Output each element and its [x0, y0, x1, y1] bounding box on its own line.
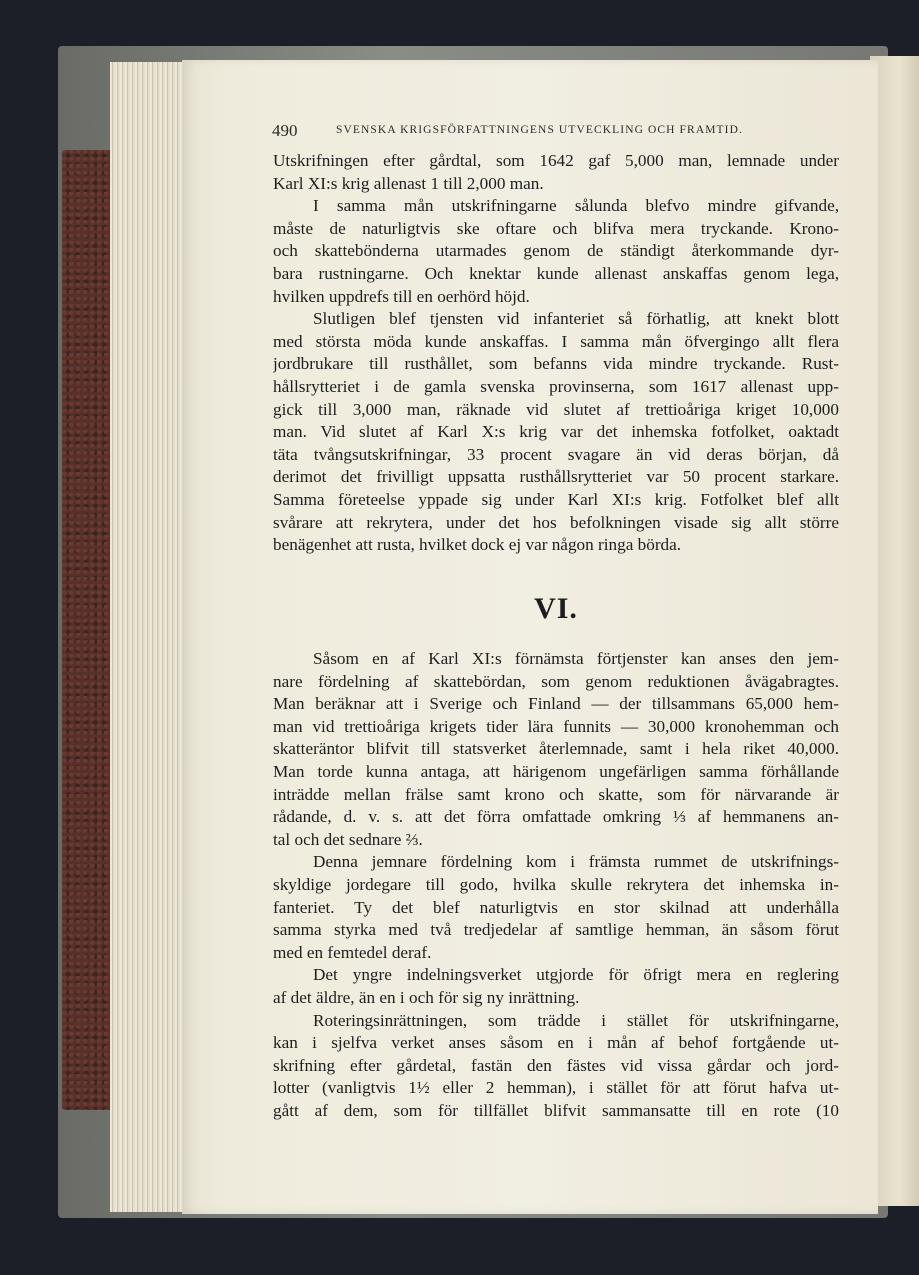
text-line: af det äldre, än en i och för sig ny inrättning. — [273, 987, 580, 1007]
text-line: gick till 3,000 man, räknade vid slutet af trettioåriga kriget 10,000 — [273, 399, 839, 419]
text-line: I samma mån utskrifningarne sålunda blefvo mindre gifvande, — [313, 196, 839, 216]
text-line: Såsom en af Karl XI:s förnämsta förtjenster kan anses den jem- — [313, 649, 839, 668]
text-line: med en femtedel deraf. — [273, 942, 432, 962]
text-line: fanteriet. Ty det blef naturligtvis en stor skilnad att underhålla — [273, 897, 839, 917]
text-line: Samma företeelse yppade sig under Karl XI:s krig. Fotfolket blef allt — [273, 489, 839, 509]
text-block-before-section — [273, 150, 839, 557]
text-line: och skattebönderna utarmades genom de ständigt återkommande dyr- — [273, 241, 839, 261]
text-line: Man beräknar att i Sverige och Finland — der tillsammans 65,000 hem- — [273, 694, 839, 714]
text-line: man. Vid slutet af Karl X:s krig var det inhemska fotfolket, oaktadt — [273, 422, 839, 442]
text-line: nare fördelning af skattebördan, som genom reduktionen åvägabragtes. — [273, 671, 839, 691]
page-header — [272, 121, 840, 143]
text-line: täta tvångsutskrifningar, 33 procent svagare än vid deras början, då — [273, 444, 839, 464]
text-line: bara rustningarne. Och knektar kunde allenast anskaffas genom lega, — [273, 263, 839, 283]
text-line: skrifning efter gårdetal, fastän den fästes vid vissa gårdar och jord- — [273, 1055, 839, 1075]
text-line: Utskrifningen efter gårdtal, som 1642 gaf 5,000 man, lemnade under — [273, 151, 839, 170]
text-line: Denna jemnare fördelning kom i främsta rummet de utskrifnings- — [313, 852, 839, 872]
page-number: 490 — [272, 121, 298, 140]
text-line: måste de naturligtvis ske oftare och blifva mera tryckande. Krono- — [273, 218, 839, 238]
text-line: gått af dem, som för tillfället blifvit sammansatte till en rote (10 — [273, 1100, 839, 1120]
section-heading: VI. — [534, 592, 578, 625]
text-line: skyldige jordegare till godo, hvilka skulle rekrytera det inhemska in- — [273, 874, 839, 894]
text-line: skatteräntor blifvit till statsverket återlemnade, samt i hela riket 40,000. — [273, 739, 839, 759]
text-line: inträdde mellan frälse samt krono och skatte, som för närvarande är — [273, 784, 839, 804]
running-head: SVENSKA KRIGSFÖRFATTNINGENS UTVECKLING OCH FRAMTID. — [336, 124, 743, 136]
text-line: samma styrka med två tredjedelar af samtlige hemman, än såsom förut — [273, 920, 839, 940]
text-line: hållsrytteriet i de gamla svenska provinserna, som 1617 allenast upp- — [273, 376, 839, 396]
text-line: lotter (vanligtvis 1½ eller 2 hemman), i stället för att förut hafva ut- — [273, 1078, 839, 1098]
text-line: rådande, d. v. s. att det förra omfattade omkring ⅓ af hemmanens an- — [273, 807, 839, 827]
text-line: benägenhet att rusta, hvilket dock ej var någon ringa börda. — [273, 535, 682, 555]
text-line: kan i sjelfva verket anses såsom en i mån af behof fortgående ut- — [273, 1033, 839, 1053]
text-line: svårare att rekrytera, under det hos befolkningen visade sig allt större — [273, 512, 839, 532]
text-line: Det yngre indelningsverket utgjorde för öfrigt mera en reglering — [313, 965, 839, 985]
text-line: hvilken uppdrefs till en oerhörd höjd. — [273, 286, 530, 306]
page-stack-edge — [110, 62, 188, 1212]
text-line: Karl XI:s krig allenast 1 till 2,000 man. — [273, 173, 544, 193]
text-line: jordbrukare till rusthållet, som befanns vida mindre tryckande. Rust- — [273, 354, 839, 374]
text-line: Slutligen blef tjensten vid infanteriet så förhatlig, att knekt blott — [313, 309, 839, 329]
text-line: derimot det frivilligt uppsatta rusthållsrytteriet var 50 procent starkare. — [273, 467, 839, 487]
text-line: man vid trettioåriga krigets tider lära funnits — 30,000 kronohemman och — [273, 716, 839, 736]
text-block-section-vi — [273, 648, 839, 1122]
text-line: Roteringsinrättningen, som trädde i stället för utskrifningarne, — [313, 1010, 839, 1030]
text-line: Man torde kunna antaga, att härigenom ungefärligen samma förhållande — [273, 761, 839, 781]
text-line: med största möda kunde anskaffas. I samma mån öfvergingo allt flera — [273, 331, 839, 351]
text-line: tal och det sednare ⅔. — [273, 829, 423, 849]
